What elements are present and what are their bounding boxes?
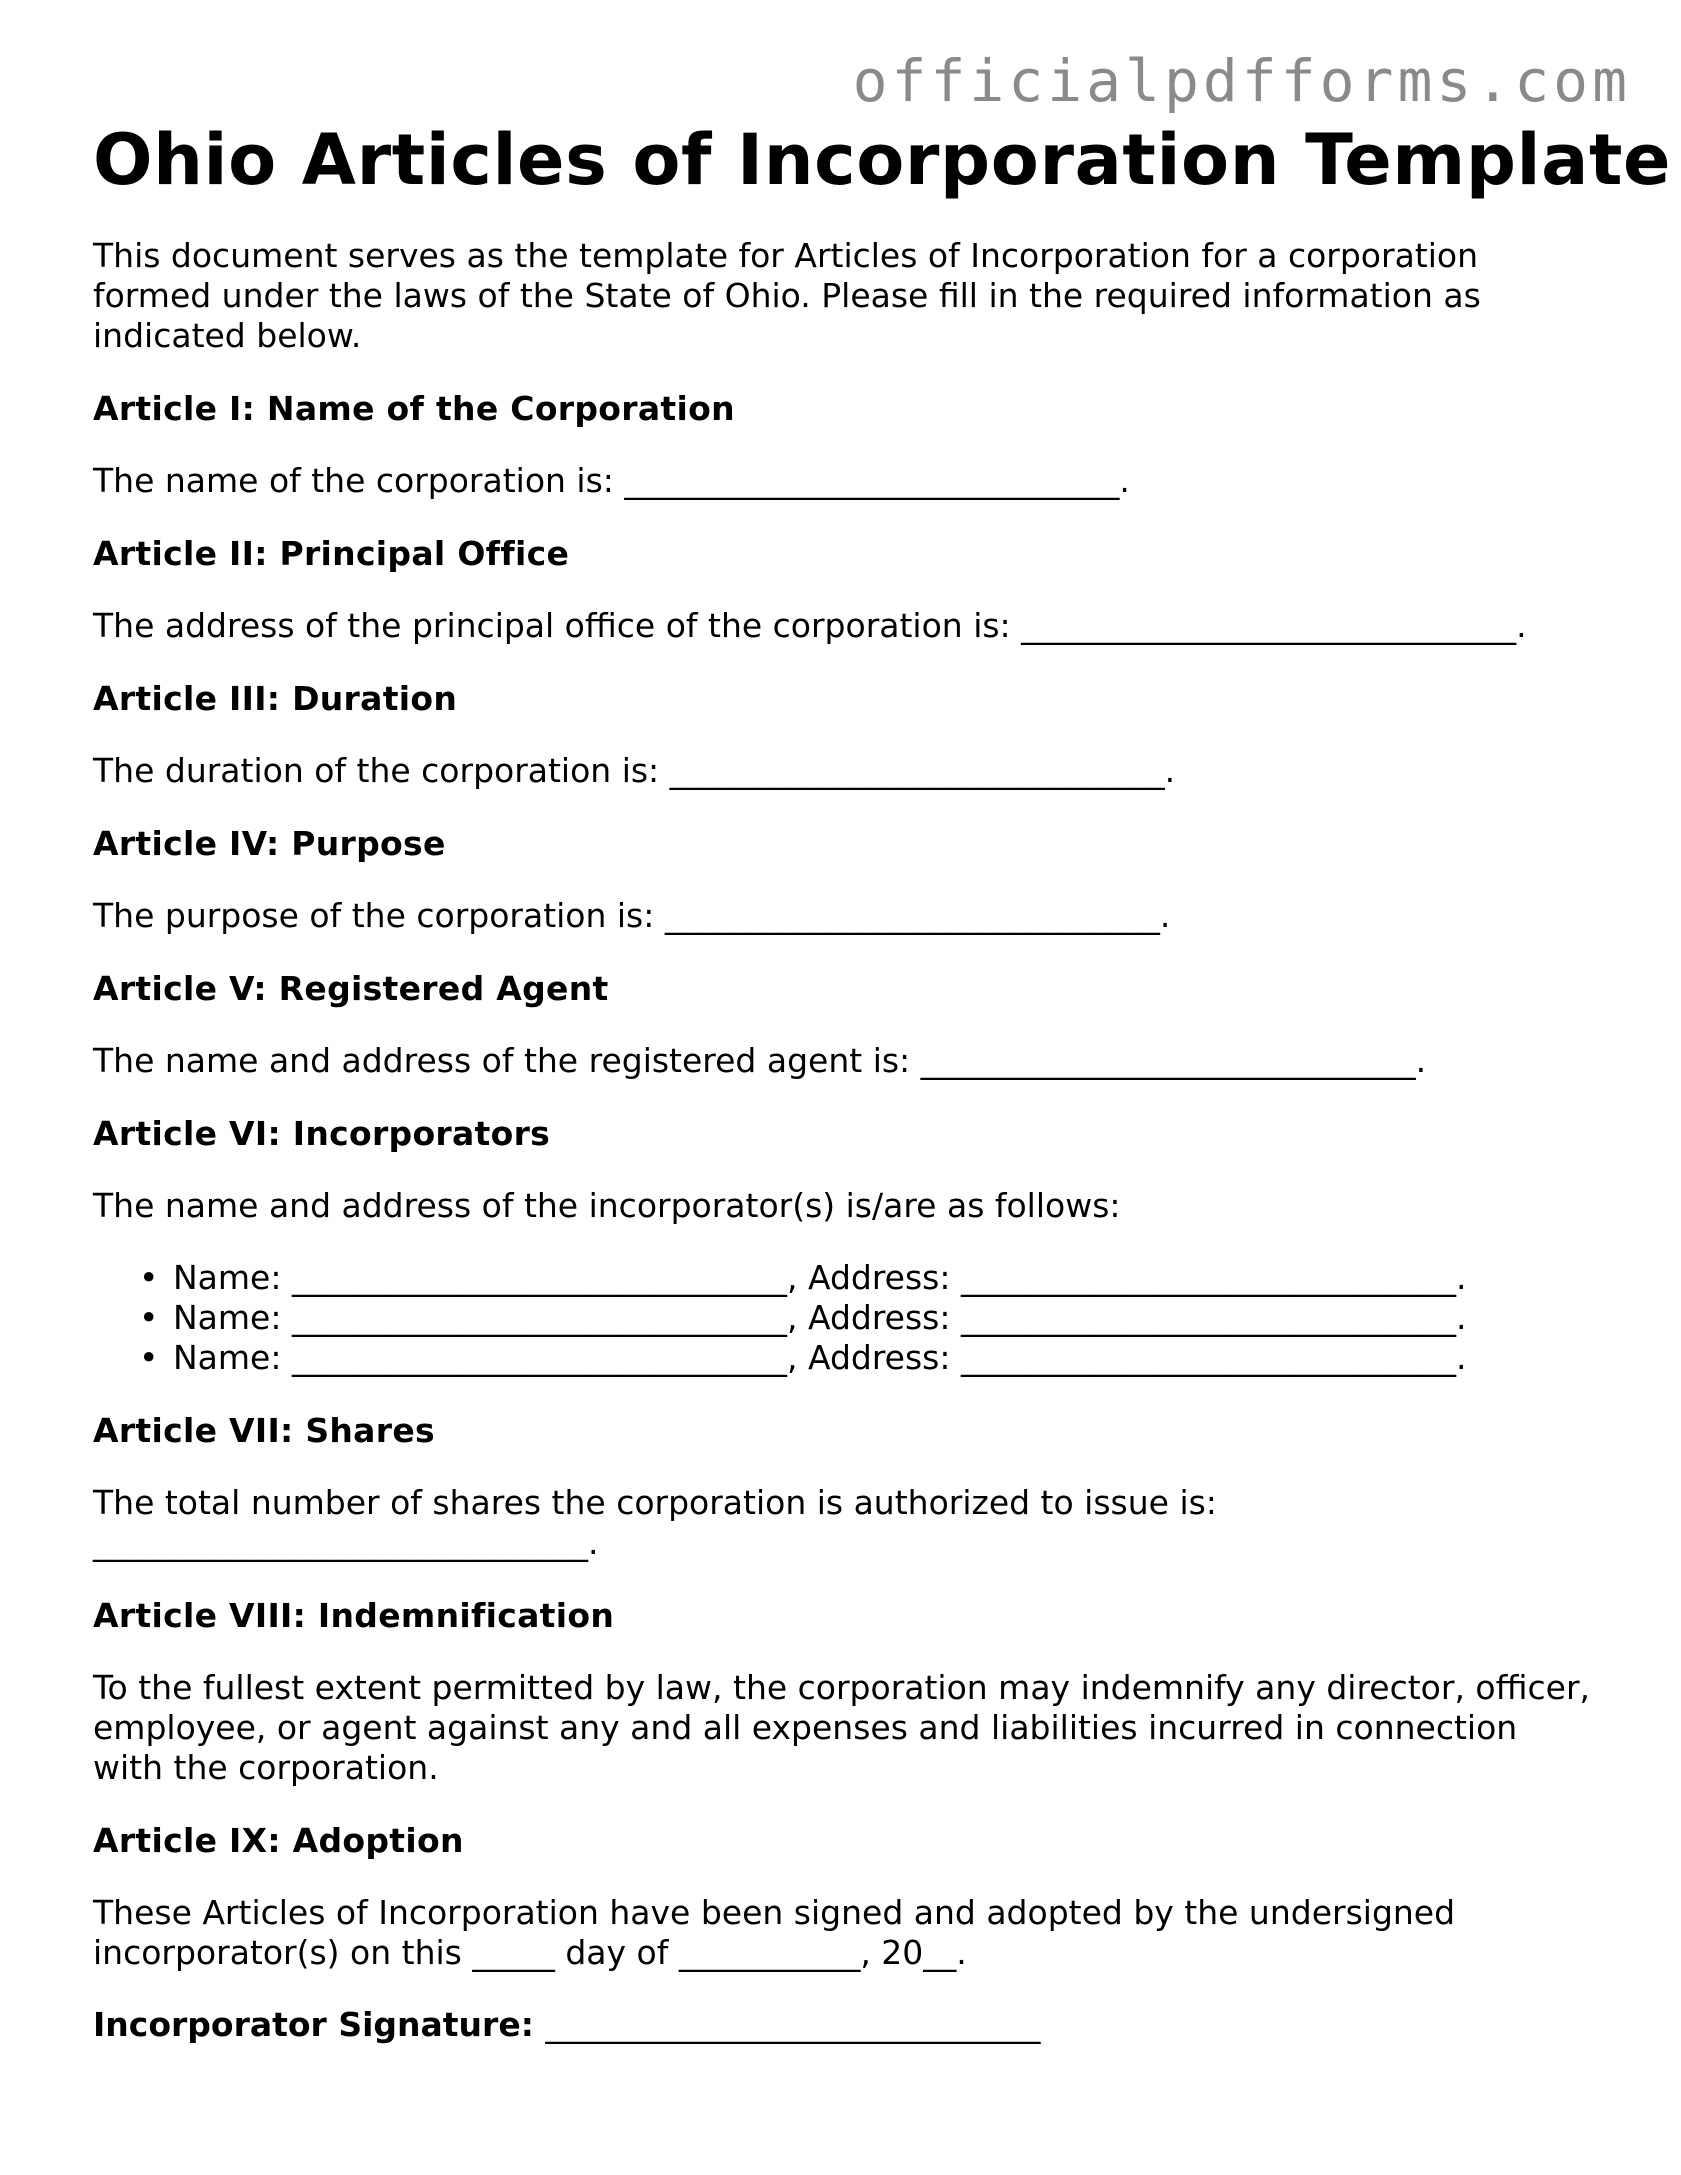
article-8-heading: Article VIII: Indemnification [93,1596,615,1635]
bullet-icon: • [139,1298,159,1337]
article-2-heading: Article II: Principal Office [93,534,570,573]
article-6-text: The name and address of the incorporator(s) is/are as follows: [93,1186,1121,1225]
article-4-text: The purpose of the corporation is: ______________________________. [93,896,1171,935]
article-1-heading: Article I: Name of the Corporation [93,389,735,428]
page-title: Ohio Articles of Incorporation Template [93,119,1672,201]
signature-line [93,2005,1593,2045]
list-item [139,1338,1593,1378]
article-2-text: The address of the principal office of the corporation is: ______________________________. [93,606,1527,645]
article-5-heading: Article V: Registered Agent [93,969,609,1008]
article-7-text: The total number of shares the corporation is authorized to issue is: ______________________________. [93,1483,1217,1562]
watermark-text: officialpdfforms.com [852,47,1631,115]
article-4-heading: Article IV: Purpose [93,824,446,863]
article-8-text: To the fullest extent permitted by law, the corporation may indemnify any director, officer, employee, or agent against any and all expenses and liabilities incurred in connection with the corporation. [93,1668,1591,1787]
article-7-heading: Article VII: Shares [93,1411,435,1450]
incorporator-entry-3: Name: ______________________________, Address: ______________________________. [173,1338,1467,1377]
article-1-text: The name of the corporation is: ______________________________. [93,461,1130,500]
article-5-text: The name and address of the registered agent is: ______________________________. [93,1041,1427,1080]
signature-blank: ______________________________ [545,2005,1041,2044]
article-3-text: The duration of the corporation is: ______________________________. [93,751,1176,790]
incorporator-entry-2: Name: ______________________________, Address: ______________________________. [173,1298,1467,1337]
intro-paragraph: This document serves as the template for Articles of Incorporation for a corporation formed under the laws of the State of Ohio. Please fill in the required information as indicated below. [93,236,1481,355]
article-3-heading: Article III: Duration [93,679,458,718]
incorporator-list [93,1258,1593,1378]
article-9-heading: Article IX: Adoption [93,1821,464,1860]
signature-label: Incorporator Signature: [93,2005,534,2044]
article-6-heading: Article VI: Incorporators [93,1114,551,1153]
list-item [139,1298,1593,1338]
article-9-text: These Articles of Incorporation have been signed and adopted by the undersigned incorporator(s) on this _____ day of ___________, 20__. [93,1893,1456,1972]
document-page [93,118,1672,2045]
bullet-icon: • [139,1258,159,1297]
bullet-icon: • [139,1338,159,1377]
incorporator-entry-1: Name: ______________________________, Address: ______________________________. [173,1258,1467,1297]
list-item [139,1258,1593,1298]
